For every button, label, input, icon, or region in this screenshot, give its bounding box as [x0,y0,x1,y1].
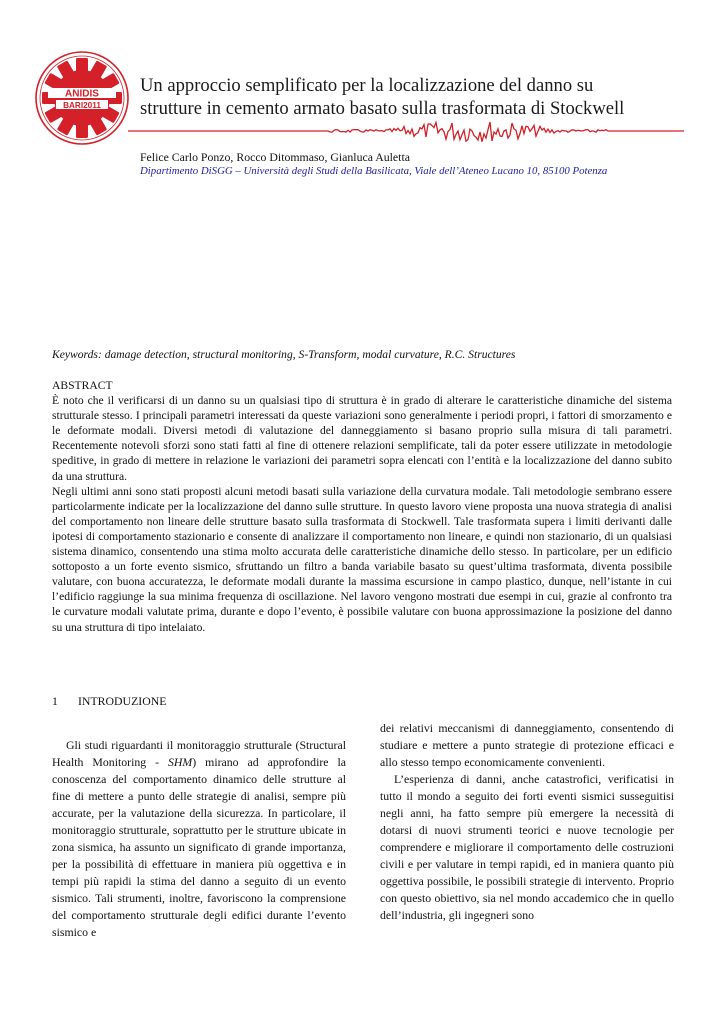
body-text: Gli studi riguardanti il monitoraggio strutturale (Structural Health Monitoring - [52,738,346,769]
body-text: ) mirano ad approfondire la conoscenza del comportamento dinamico delle strutture al fine di mettere a punto delle strategie di analisi, sempre più accurate, per la valutazione della sicurezza. In particolare, il monitoraggio strutturale, soprattutto per le strutture ubicate in zona sismica, ha assunto un significato di grande importanza, per la possibilità di effettuare in maniera più oggettiva e in tempi più rapidi la stima del danno a seguito di un evento sismico. Tali strumenti, inoltre, favoriscono la comprensione del comportamento strutturale degli edifici durante l’evento sismico e [52,755,346,939]
abstract-section [52,378,672,635]
paper-title-line-1: Un approccio semplificato per la localizzazione del danno su [140,75,594,96]
affiliation: Dipartimento DiSGG – Università degli Studi della Basilicata, Viale dell’Ateneo Lucano 10, 85100 Potenza [140,165,608,177]
abstract-paragraph-1: È noto che il verificarsi di un danno su un qualsiasi tipo di struttura è in grado di alterare le caratteristiche dinamiche del sistema strutturale stesso. I principali parametri interessati da queste variazioni sono generalmente i periodi propri, i fattori di smorzamento e le deformate modali. Diversi metodi di valutazione del danneggiamento si basano proprio sulla misura di tali parametri. Recentemente notevoli sforzi sono stati fatti al fine di ottenere relazioni semplificate, tali da poter essere utilizzate in metodologie speditive, in grado di mettere in relazione le variazioni dei parametri sopra elencati con l’entità e la localizzazione del danno subito da una struttura. [52,394,672,483]
body-paragraph [52,737,346,941]
body-column-left [52,720,346,941]
paper-title-line-2: strutture in cemento armato basato sulla trasformata di Stockwell [140,98,625,119]
body-paragraph: L’esperienza di danni, anche catastrofici, verificatisi in tutto il mondo a seguito dei forti eventi sismici susseguitisi negli anni, ha fatto sempre più emergere la necessità di dotarsi di nuovi strumenti teorici e nuove tecnologie per comprendere e migliorare il comportamento delle costruzioni civili e per valutare in tempi rapidi, ed in maniera quanto più oggettiva possibile, le possibili strategie di intervento. Proprio con questo obiettivo, sia nel mondo accademico che in quello dell’industria, gli ingegneri sono [380,772,674,922]
seismogram-rule [128,116,684,146]
section-title: INTRODUZIONE [78,694,167,708]
body-paragraph: dei relativi meccanismi di danneggiamento, consentendo di studiare e mettere a punto strategie di protezione efficaci e allo stesso tempo economicamente convenienti. [380,721,674,769]
body-column-right [380,720,674,924]
section-number: 1 [52,694,58,708]
authors: Felice Carlo Ponzo, Rocco Ditommaso, Gianluca Auletta [140,150,410,164]
logo-text-bari2011: BARI2011 [63,100,101,110]
paper-title [140,74,700,120]
abstract-paragraph-2: Negli ultimi anni sono stati proposti alcuni metodi basati sulla variazione della curvatura modale. Tali metodologie sembrano essere particolarmente indicate per la localizzazione del danno sulle strutture. In questo lavoro viene proposta una nuova strategia di analisi del comportamento non lineare delle strutture basato sulla trasformata di Stockwell. Tale trasformata supera i limiti derivanti dalle ipotesi di comportamento stazionario e consente di analizzare il comportamento non lineare, e quindi non stazionario, di un qualsiasi sistema dinamico, consentendo una stima molto accurata delle caratteristiche dinamiche dello stesso. In particolare, per un edificio sottoposto a un forte evento sismico, sfruttando un filtro a banda variabile basato su quest’ultima trasformata, diventa possibile valutare, con buona accuratezza, le deformate modali durante la massima escursione in campo plastico, dunque, nell’istante in cui l’edificio raggiunge la sua minima frequenza di oscillazione. Nel lavoro vengono mostrati due esempi in cui, grazie al confronto tra le curvature modali valutate prima, durante e dopo l’evento, è possibile valutare con buona approssimazione la posizione del danno su una struttura di tipo intelaiato. [52,484,672,634]
anidis-bari2011-logo [34,50,130,146]
logo-text-anidis: ANIDIS [65,88,99,100]
keywords: Keywords: damage detection, structural monitoring, S-Transform, modal curvature, R.C. Structures [52,348,516,361]
body-text-emphasis: SHM [168,755,193,769]
section-heading [52,694,166,708]
abstract-heading: ABSTRACT [52,379,113,392]
